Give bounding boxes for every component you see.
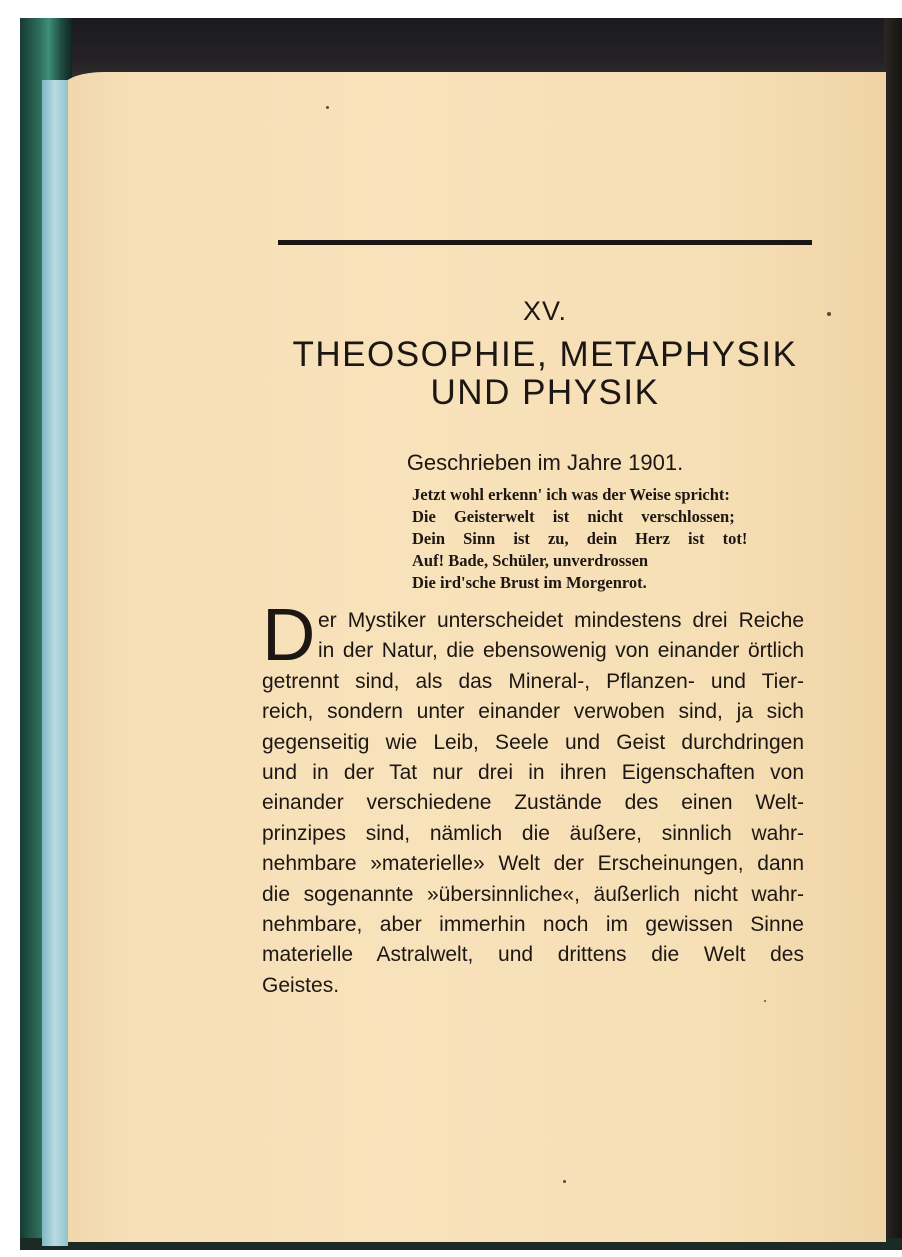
body-line: reich, sondern unter einander verwoben sind, ja sich	[262, 700, 804, 724]
body-line: nehmbare »materielle» Welt der Erscheinungen, dann	[262, 852, 804, 876]
body-line: gegenseitig wie Leib, Seele und Geist durchdringen	[262, 730, 804, 754]
page-edge-strip	[42, 80, 68, 1246]
drop-cap: D	[262, 593, 316, 676]
epigraph-line: Die Geisterwelt ist nicht verschlossen;	[412, 507, 735, 526]
body-line: die sogenannte »übersinnliche«, äußerlich nicht wahr-	[262, 882, 804, 906]
body-paragraph	[262, 606, 804, 1001]
epigraph-line: Die ird'sche Brust im Morgenrot.	[412, 573, 647, 592]
body-line: nehmbare, aber immerhin noch im gewissen Sinne	[262, 912, 804, 936]
book-binding-right	[884, 18, 902, 1250]
body-line: materielle Astralwelt, und drittens die Welt des	[262, 943, 804, 967]
body-line: einander verschiedene Zustände des einen Welt-	[262, 791, 804, 815]
paper-speck	[827, 312, 831, 316]
chapter-title-line: UND PHYSIK	[430, 373, 660, 412]
paper-speck	[326, 106, 329, 109]
epigraph	[412, 484, 812, 594]
body-line: und in der Tat nur drei in ihren Eigenschaften von	[262, 760, 804, 784]
chapter-title-line: THEOSOPHIE, METAPHYSIK	[292, 335, 798, 374]
body-line: Geistes.	[262, 973, 340, 997]
epigraph-line: Jetzt wohl erkenn' ich was der Weise spricht:	[412, 485, 730, 504]
paper-speck	[563, 1180, 566, 1183]
body-line: getrennt sind, als das Mineral-, Pflanzen- und Tier-	[262, 669, 804, 693]
epigraph-line: Auf! Bade, Schüler, unverdrossen	[412, 551, 649, 570]
chapter-rule	[278, 240, 812, 245]
chapter-number: XV.	[522, 296, 568, 326]
epigraph-line: Dein Sinn ist zu, dein Herz ist tot!	[412, 529, 748, 548]
body-line: prinzipes sind, nämlich die äußere, sinnlich wahr-	[262, 821, 804, 845]
chapter-title	[268, 336, 822, 412]
chapter-subtitle: Geschrieben im Jahre 1901.	[406, 450, 684, 475]
body-line: in der Natur, die ebensowenig von einander örtlich	[318, 639, 804, 663]
body-line: er Mystiker unterscheidet mindestens drei Reiche	[318, 609, 804, 632]
